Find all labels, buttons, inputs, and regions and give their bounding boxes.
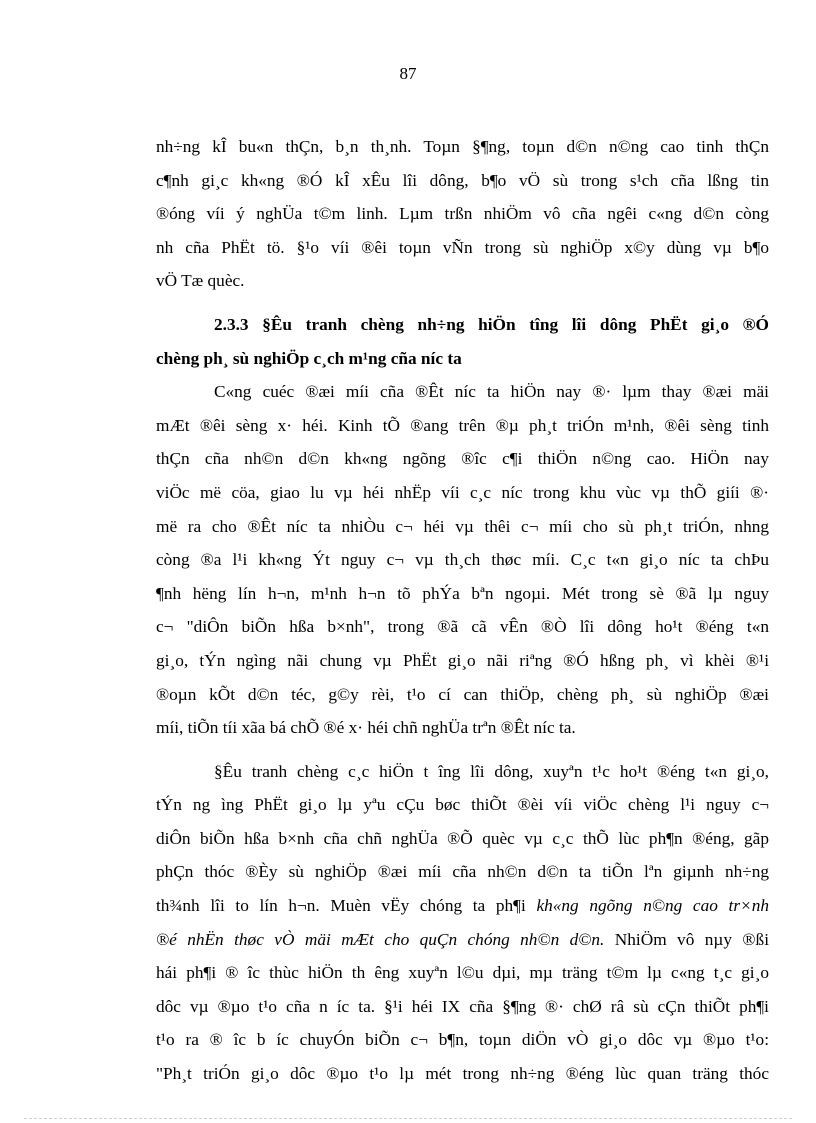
paragraph-3 [156,755,769,1091]
text-line: nh cña PhËt tö. §¹o víi ®êi toµn vÑn trong sù nghiÖp x©y dùng vµ b¶o [156,237,769,257]
text-line: më ra cho ®Êt níc ta nhiÒu c¬ héi vµ thêi c¬ míi cho sù ph¸t triÓn, nhng [156,516,769,536]
emphasis-text: kh«ng ngõng n©ng cao tr×nh [536,896,769,916]
text-line: thÇn cña nh©n d©n kh«ng ngõng ®îc c¶i thiÖn n©ng cao. HiÖn nay [156,449,769,469]
text-line: diÔn biÕn hßa b×nh cña chñ nghÜa ®Õ quèc vµ c¸c thÕ lùc ph¶n ®éng, gãp [156,828,769,848]
page-content [156,130,769,1091]
text-line: míi, tiÕn tíi xãa bá chÕ ®é x· héi chñ nghÜa trªn ®Êt níc ta. [156,718,576,738]
text-line: còng ®a l¹i kh«ng Ýt nguy c¬ vµ th¸ch thøc míi. C¸c t«n gi¸o níc ta chÞu [156,550,769,570]
text-line: vÖ Tæ quèc. [156,271,245,291]
text-line: ®óng víi ý nghÜa t©m linh. Lµm trßn nhiÖm vô cña ngêi c«ng d©n còng [156,204,769,224]
paragraph-1 [156,130,769,298]
emphasis-text: ®é nhËn thøc vÒ mäi mÆt cho quÇn chóng nh©n d©n. [156,929,605,949]
text-line-mixed [156,923,769,957]
text-line: dôc vµ ®µo t¹o cña n íc ta. §¹i héi IX cña §¶ng ®· chØ râ sù cÇn thiÕt ph¶i [156,996,769,1016]
text-segment: NhiÖm vô nµy ®ßi [604,929,769,949]
text-line: t¹o ra ® îc b íc chuyÓn biÕn c¬ b¶n, toµn diÖn vÒ gi¸o dôc vµ ®µo t¹o: [156,1030,769,1050]
text-line-mixed [156,889,769,923]
text-line: nh÷ng kÎ bu«n thÇn, b¸n th¸nh. Toµn §¶ng, toµn d©n n©ng cao tinh thÇn [156,137,769,156]
text-line: ¶nh hëng lín h¬n, m¹nh h¬n tõ phÝa bªn ngoµi. Mét trong sè ®ã lµ nguy [156,583,769,603]
text-line: c¶nh gi¸c kh«ng ®Ó kÎ xÊu lîi dông, b¶o vÖ sù trong s¹ch cña lßng tin [156,170,769,190]
text-line: phÇn thóc ®Èy sù nghiÖp ®æi míi cña nh©n d©n ta tiÕn lªn giµnh nh÷ng [156,862,769,882]
text-line: c¬ "diÔn biÕn hßa b×nh", trong ®ã cã vÊn ®Ò lîi dông ho¹t ®éng t«n [156,617,769,637]
page-bottom-rule [24,1118,792,1119]
text-line: "Ph¸t triÓn gi¸o dôc ®µo t¹o lµ mét trong nh÷ng ®éng lùc quan träng thóc [156,1064,769,1084]
text-line: §Êu tranh chèng c¸c hiÖn t îng lîi dông, xuyªn t¹c ho¹t ®éng t«n gi¸o, [214,761,769,781]
paragraph-2 [156,375,769,745]
text-line: ®oµn kÕt d©n téc, g©y rèi, t¹o cí can thiÖp, chèng ph¸ sù nghiÖp ®æi [156,684,769,704]
text-line: gi¸o, tÝn ngìng nãi chung vµ PhËt gi¸o nãi riªng ®Ó hßng ph¸ vì khèi ®¹i [156,650,769,670]
text-line: hái ph¶i ® îc thùc hiÖn th êng xuyªn l©u dµi, mµ träng t©m lµ c«ng t¸c gi¸o [156,963,769,983]
page-number: 87 [399,64,417,83]
heading-line: chèng ph¸ sù nghiÖp c¸ch m¹ng cña níc ta [156,348,462,368]
text-line: C«ng cuéc ®æi míi cña ®Êt níc ta hiÖn nay ®· lµm thay ®æi mäi [214,382,769,402]
heading-line: 2.3.3 §Êu tranh chèng nh÷ng hiÖn tîng lîi dông PhËt gi¸o ®Ó [214,314,769,334]
section-heading [156,308,769,375]
text-line: mÆt ®êi sèng x· héi. Kinh tÕ ®ang trên ®µ ph¸t triÓn m¹nh, ®êi sèng tinh [156,415,769,435]
text-line: viÖc më cöa, giao lu vµ héi nhËp víi c¸c níc trong khu vùc vµ thÕ giíi ®· [156,482,769,502]
text-line: tÝn ng ìng PhËt gi¸o lµ yªu cÇu bøc thiÕt ®èi víi viÖc chèng l¹i nguy c¬ [156,795,769,815]
text-segment: th¾nh lîi to lín h¬n. Muèn vËy chóng ta ph¶i [156,896,526,916]
